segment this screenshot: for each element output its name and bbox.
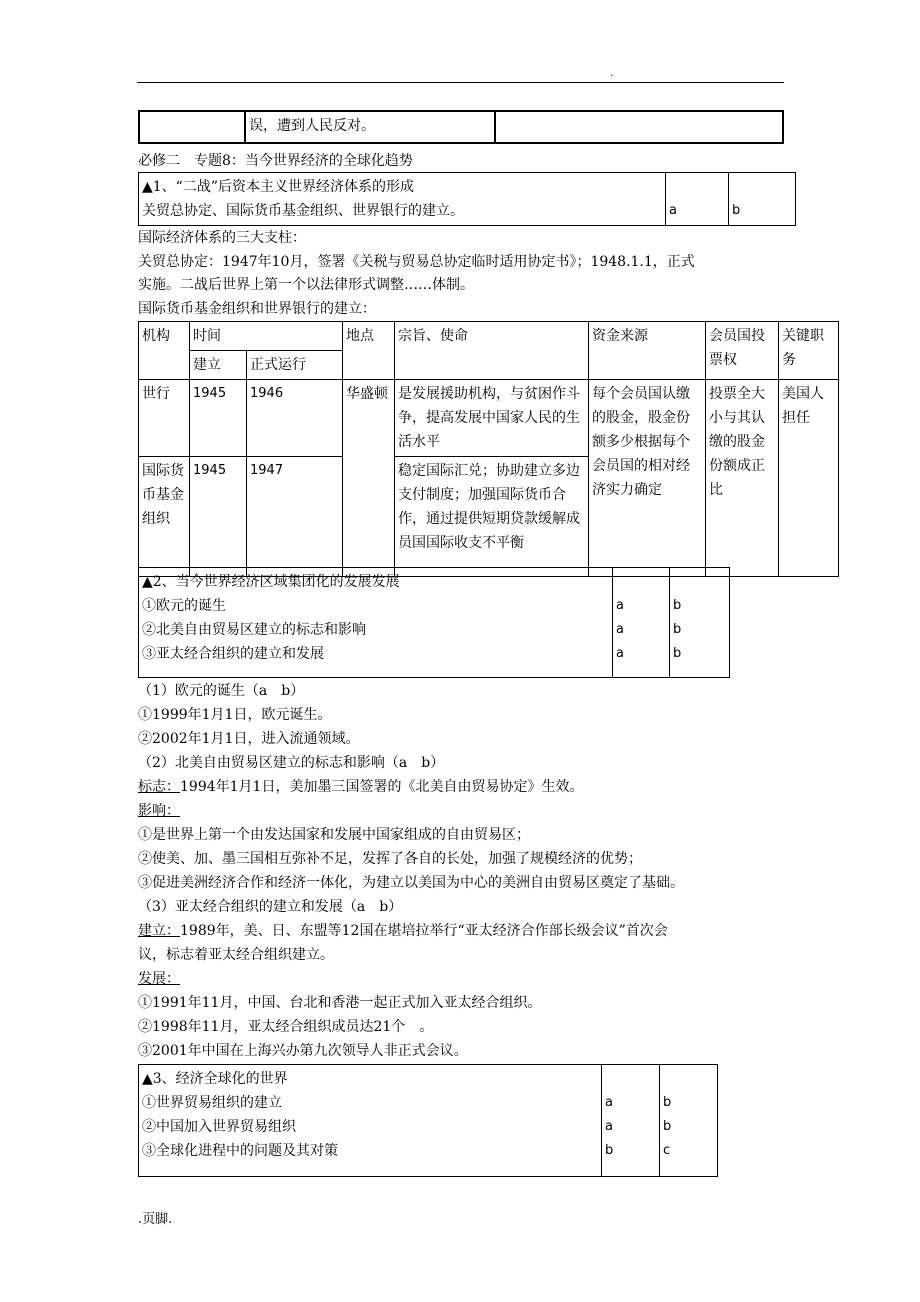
topic2-level-a: a (616, 646, 624, 661)
topic2-level-b: b (673, 646, 682, 661)
topic3-item: ②中国加入世界贸易组织 (142, 1119, 296, 1135)
topic1-level-a: a (666, 173, 729, 226)
header-place: 地点 (343, 322, 395, 380)
topic3-level-2: b (663, 1095, 672, 1110)
top-table-text-cell: 误，遭到人民反对。 (245, 111, 495, 143)
topic2-item: ①欧元的诞生 (142, 598, 226, 614)
apec-found-text: 1989年，美、日、东盟等12国在堪培拉举行“亚太经济合作部长级会议”首次会 (180, 923, 668, 939)
nafta-effect-3: ③促进美洲经济合作和经济一体化，为建立以美国为中心的美洲自由贸易区奠定了基础。 (138, 875, 684, 891)
apec-dev-2: ②1998年11月，亚太经合组织成员达21个 。 (138, 1019, 434, 1035)
euro-point-1: ①1999年1月1日，欧元诞生。 (138, 707, 332, 723)
top-table-empty-cell (139, 111, 245, 143)
nafta-effect-2: ②使美、加、墨三国相互弥补不足，发挥了各自的长处，加强了规模经济的优势； (138, 851, 642, 867)
nafta-effect-1: ①是世界上第一个由发达国家和发展中国家组成的自由贸易区； (138, 827, 530, 843)
topic2-title: ▲2、当今世界经济区域集团化的发展发展 (142, 574, 400, 590)
topic3-title: ▲3、经济全球化的世界 (142, 1071, 288, 1087)
top-continuation-table (138, 110, 784, 144)
nafta-sign-label: 标志： (138, 779, 180, 795)
row-imf-purpose: 稳定国际汇兑；协助建立多边支付制度；加强国际货币合作，通过提供短期贷款缓解成员国国际收支不平衡 (395, 457, 589, 577)
header-founded: 建立 (190, 351, 247, 380)
imf-worldbank-table (138, 321, 839, 577)
apec-heading: （3）亚太经合组织的建立和发展（a b） (138, 899, 403, 915)
gatt-line-1: 关贸总协定：1947年10月，签署《关税与贸易总协定临时适用协定书》；1948.1.1，正式 (138, 254, 695, 270)
row-wb-founded: 1945 (190, 380, 247, 457)
apec-dev-3: ③2001年中国在上海兴办第九次领导人非正式会议。 (138, 1043, 468, 1059)
topic2-level-b: b (673, 598, 682, 613)
topic2-item: ②北美自由贸易区建立的标志和影响 (142, 622, 366, 638)
pillars-heading: 国际经济体系的三大支柱： (138, 230, 306, 246)
topic3-item: ①世界贸易组织的建立 (142, 1095, 282, 1111)
row-wb-operation: 1946 (247, 380, 343, 457)
section-title: 必修二 专题8：当今世界经济的全球化趋势 (138, 153, 413, 169)
topic1-title: ▲1、“二战”后资本主义世界经济体系的形成 (142, 179, 414, 195)
header-time: 时间 (190, 322, 343, 351)
header-org: 机构 (139, 322, 190, 380)
topic3-level-1: b (605, 1143, 614, 1158)
row-wb-org: 世行 (139, 380, 190, 457)
header-operation: 正式运行 (247, 351, 343, 380)
row-wb-purpose: 是发展援助机构，与贫困作斗争，提高发展中国家人民的生活水平 (395, 380, 589, 457)
row-imf-founded: 1945 (190, 457, 247, 577)
row-imf-operation: 1947 (247, 457, 343, 577)
gatt-line-2: 实施。二战后世界上第一个以法律形式调整……体制。 (138, 277, 474, 293)
euro-point-2: ②2002年1月1日，进入流通领域。 (138, 731, 360, 747)
topic3-level-1: a (605, 1095, 613, 1110)
cell-vote: 投票全大小与其认缴的股金份额成正比 (706, 380, 779, 577)
top-table-empty-cell-right (495, 111, 783, 143)
topic3-level-1: a (605, 1119, 613, 1134)
apec-dev-1: ①1991年11月，中国、台北和香港一起正式加入亚太经合组织。 (138, 995, 542, 1011)
row-imf-org: 国际货币基金组织 (139, 457, 190, 577)
nafta-heading: （2）北美自由贸易区建立的标志和影响（a b） (138, 755, 445, 771)
header-key-post: 关键职务 (779, 322, 839, 380)
topic1-level-b: b (729, 173, 796, 226)
topic2-level-a: a (616, 598, 624, 613)
header-vote: 会员国投票权 (706, 322, 779, 380)
topic3-level-2: c (663, 1143, 671, 1158)
apec-dev-label: 发展： (138, 971, 180, 987)
page-footer: .页脚. (138, 1212, 173, 1227)
apec-found-label: 建立： (138, 923, 180, 939)
cell-key-post: 美国人担任 (779, 380, 839, 577)
apec-found-text-2: 议，标志着亚太经合组织建立。 (138, 947, 334, 963)
header-rule (137, 82, 784, 83)
euro-heading: （1）欧元的诞生（a b） (138, 683, 305, 699)
topic2-level-a: a (616, 622, 624, 637)
imf-wb-heading: 国际货币基金组织和世界银行的建立： (138, 301, 376, 317)
topic2-item: ③亚太经合组织的建立和发展 (142, 646, 324, 662)
topic3-box (138, 1064, 718, 1177)
topic3-item: ③全球化进程中的问题及其对策 (142, 1143, 338, 1159)
header-mark: . (610, 68, 614, 79)
header-funds: 资金来源 (589, 322, 706, 380)
topic2-level-b: b (673, 622, 682, 637)
nafta-sign-text: 1994年1月1日，美加墨三国签署的《北美自由贸易协定》生效。 (180, 779, 584, 795)
topic1-box (138, 172, 796, 226)
topic3-level-2: b (663, 1119, 672, 1134)
cell-funds: 每个会员国认缴的股金，股金份额多少根据每个会员国的相对经济实力确定 (589, 380, 706, 577)
nafta-effect-label: 影响： (138, 803, 180, 819)
topic1-subtitle: 关贸总协定、国际货币基金组织、世界银行的建立。 (142, 203, 464, 219)
topic2-box (138, 567, 730, 678)
cell-place: 华盛顿 (343, 380, 395, 577)
header-purpose: 宗旨、使命 (395, 322, 589, 380)
